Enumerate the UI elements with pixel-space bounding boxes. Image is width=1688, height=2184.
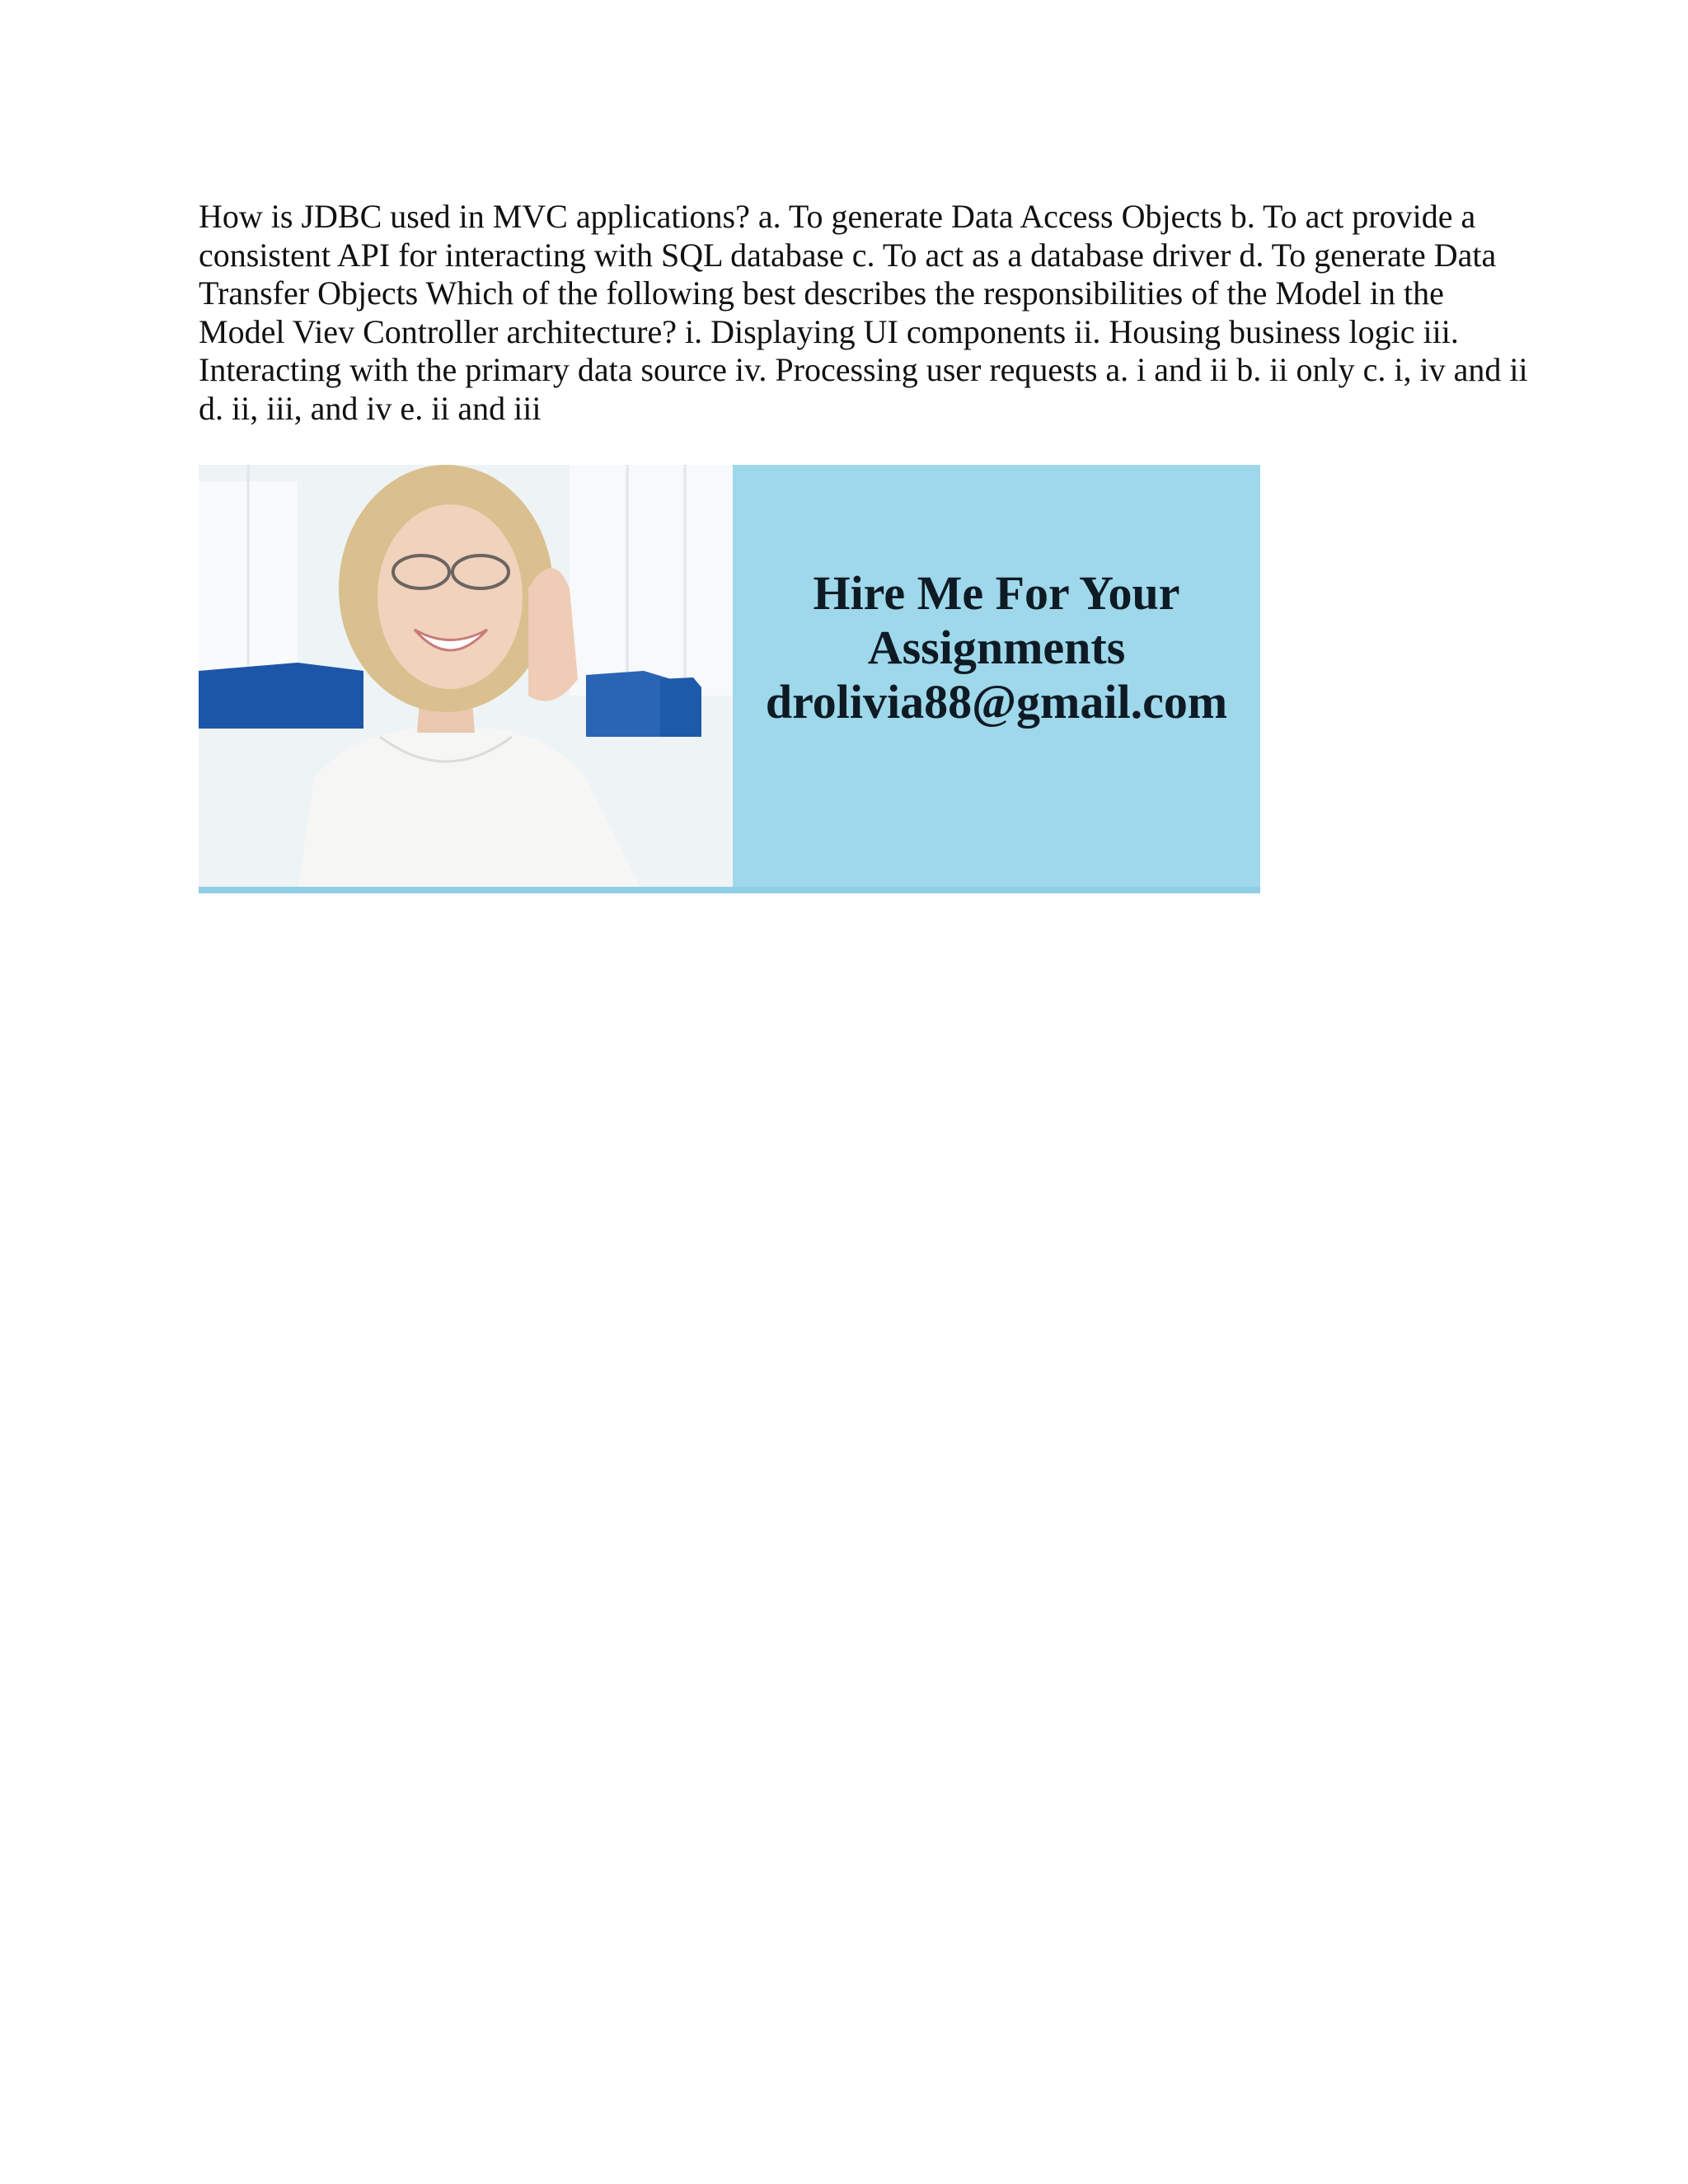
ad-banner[interactable]	[199, 465, 1260, 893]
ad-headline-line2: Assignments	[867, 621, 1126, 674]
question-text: How is JDBC used in MVC applications? a. To generate Data Access Objects b. To act provide a consistent API for interacting with SQL database c. To act as a database driver d. To generate Data Transfer Objects Which of the following best describes the responsibilities of the Model in the Model Viev Controller architecture? i. Displaying UI components ii. Housing business logic iii. Interacting with the primary data source iv. Processing user requests a. i and ii b. ii only c. i, iv and ii d. ii, iii, and iv e. ii and iii	[199, 198, 1528, 427]
woman-photo	[199, 465, 733, 893]
ad-text-panel	[733, 465, 1260, 893]
banner-bottom-strip	[199, 887, 1260, 893]
ad-headline-line1: Hire Me For Your	[813, 566, 1180, 620]
ad-email: drolivia88@gmail.com	[765, 675, 1228, 729]
